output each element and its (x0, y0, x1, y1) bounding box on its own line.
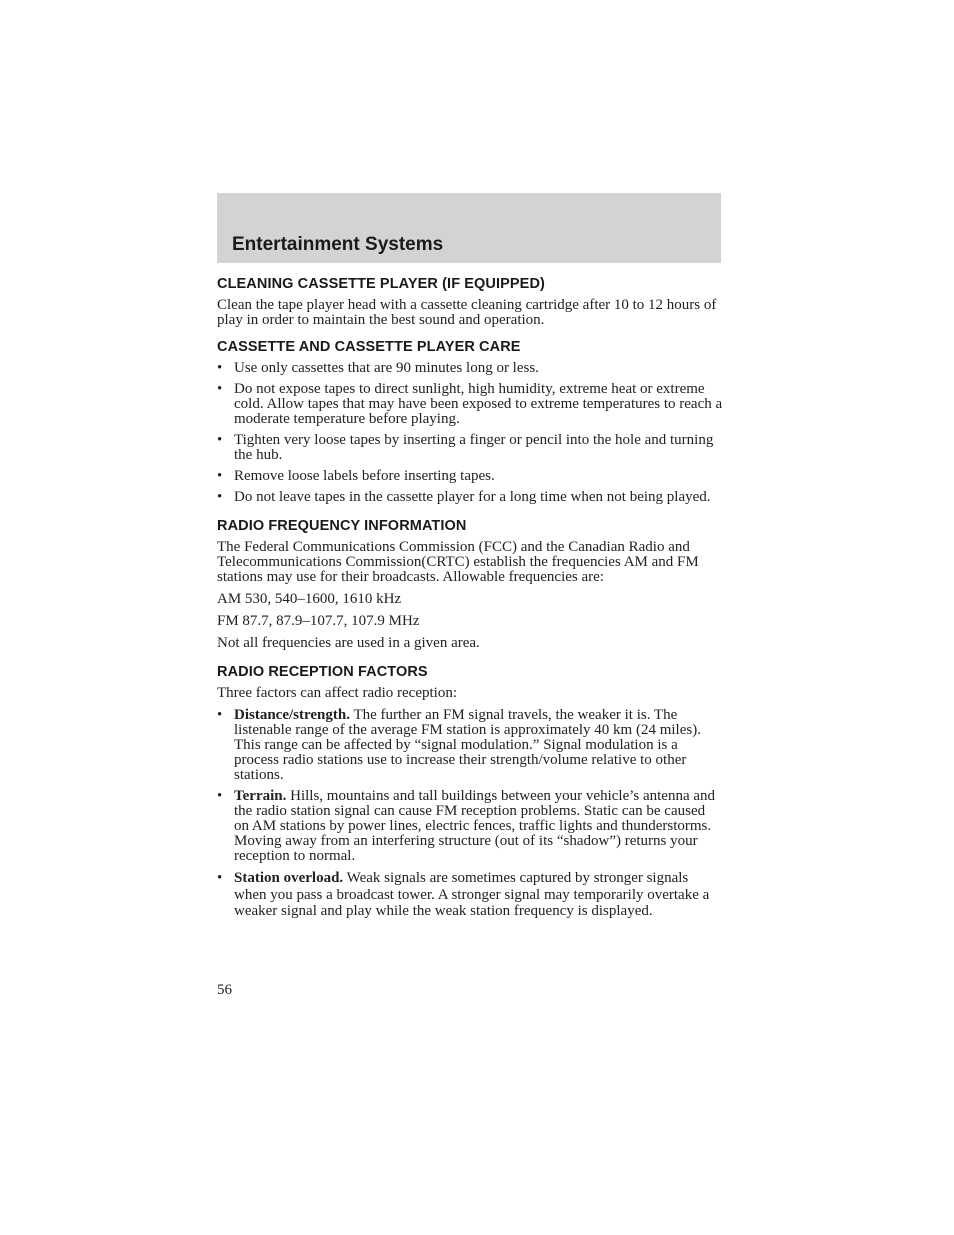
list-item: • Do not leave tapes in the cassette player for a long time when not being played. (217, 490, 723, 505)
page-number: 56 (217, 982, 232, 998)
term-distance: Distance/strength. (234, 707, 350, 723)
section-frequency (217, 518, 723, 651)
am-frequencies: AM 530, 540–1600, 1610 kHz (217, 591, 402, 607)
heading-frequency: RADIO FREQUENCY INFORMATION (217, 518, 467, 534)
frequency-note: Not all frequencies are used in a given area. (217, 635, 480, 651)
section-header-band (217, 193, 721, 263)
heading-care: CASSETTE AND CASSETTE PLAYER CARE (217, 339, 521, 355)
list-item-overload (217, 870, 723, 920)
desc-distance: The further an FM signal travels, the weaker it is. The listenable range of the average FM station is approximately 40 km (24 miles). This range can be affected by “signal modulation.” Signal modulation is a process radio stations use to increase their strength/volume relative to other stations. (234, 707, 701, 783)
care-list (217, 361, 723, 505)
desc-terrain: Hills, mountains and tall buildings between your vehicle’s antenna and the radio station signal can cause FM reception problems. Static can be caused on AM stations by power lines, electric fences, traffic lights and thunderstorms. Moving away from an interfering structure (out of its “shadow”) returns your reception to normal. (234, 788, 716, 864)
paragraph-cleaning: Clean the tape player head with a cassette cleaning cartridge after 10 to 12 hours of play in order to maintain the best sound and operation. (217, 297, 717, 328)
term-terrain: Terrain. (234, 788, 287, 804)
section-care (217, 339, 723, 505)
desc-overload: Weak signals are sometimes captured by stronger signals when you pass a broadcast tower. A stronger signal may temporarily overtake a weaker signal and play while the weak station frequency is displayed. (234, 870, 710, 919)
section-reception (217, 664, 723, 920)
term-overload: Station overload. (234, 870, 344, 886)
list-item: • Tighten very loose tapes by inserting a finger or pencil into the hole and turning the hub. (217, 433, 723, 463)
paragraph-reception-intro: Three factors can affect radio reception: (217, 685, 457, 701)
list-item-distance (217, 708, 723, 783)
heading-reception: RADIO RECEPTION FACTORS (217, 664, 428, 680)
paragraph-frequency-intro: The Federal Communications Commission (FCC) and the Canadian Radio and Telecommunications Commission(CRTC) establish the frequencies AM and FM stations may use for their broadcasts. Allowable frequencies are: (217, 539, 699, 585)
page-content (217, 276, 723, 933)
section-title: Entertainment Systems (232, 234, 444, 255)
list-item: • Do not expose tapes to direct sunlight, high humidity, extreme heat or extreme cold. Allow tapes that may have been exposed to extreme temperatures to reach a moderate temperature before playing. (217, 382, 723, 427)
list-item-terrain (217, 789, 723, 864)
list-item: • Use only cassettes that are 90 minutes long or less. (217, 361, 723, 376)
section-cleaning (217, 276, 723, 328)
reception-list (217, 708, 723, 920)
list-item: • Remove loose labels before inserting tapes. (217, 469, 723, 484)
heading-cleaning: CLEANING CASSETTE PLAYER (IF EQUIPPED) (217, 276, 545, 292)
fm-frequencies: FM 87.7, 87.9–107.7, 107.9 MHz (217, 613, 420, 629)
